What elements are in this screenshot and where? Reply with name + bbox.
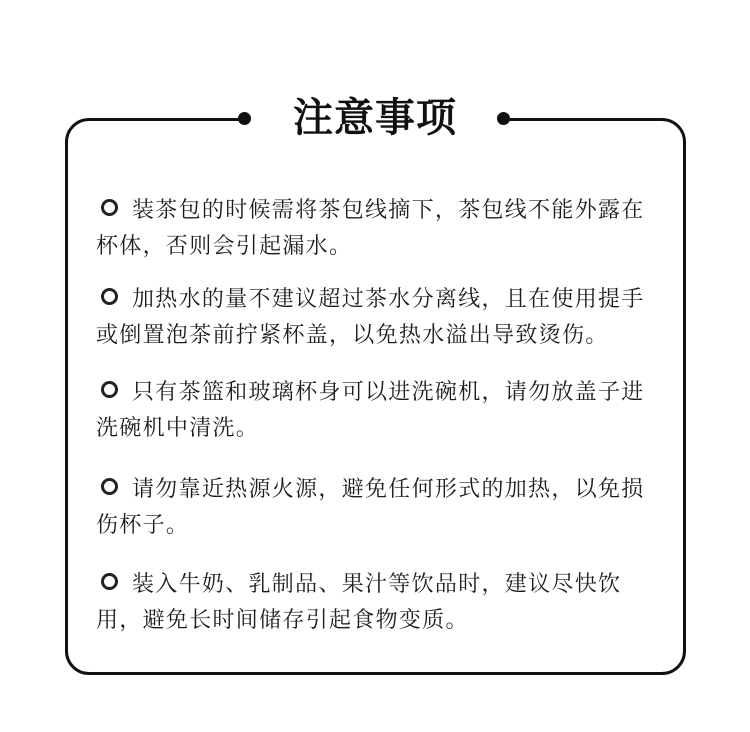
note-text: 请勿靠近热源火源，避免任何形式的加热，以免损伤杯子。: [96, 477, 645, 538]
note-item: [96, 282, 666, 354]
ring-bullet-icon: [101, 478, 118, 495]
note-text: 只有茶篮和玻璃杯身可以进洗碗机，请勿放盖子进洗碗机中清洗。: [96, 380, 645, 441]
ring-bullet-icon: [101, 288, 118, 305]
note-text: 装茶包的时候需将茶包线摘下，茶包线不能外露在杯体，否则会引起漏水。: [96, 198, 645, 259]
ring-bullet-icon: [101, 199, 118, 216]
note-text: 装入牛奶、乳制品、果汁等饮品时，建议尽快饮用，避免长时间储存引起食物变质。: [96, 572, 622, 633]
ring-bullet-icon: [101, 573, 118, 590]
page-title: 注意事项: [293, 95, 457, 141]
note-item: [96, 567, 666, 639]
note-item: [96, 193, 666, 265]
note-text: 加热水的量不建议超过茶水分离线，且在使用提手或倒置泡茶前拧紧杯盖，以免热水溢出导致烫伤。: [96, 287, 645, 348]
ring-bullet-icon: [101, 381, 118, 398]
note-item: [96, 375, 666, 447]
note-item: [96, 472, 666, 544]
